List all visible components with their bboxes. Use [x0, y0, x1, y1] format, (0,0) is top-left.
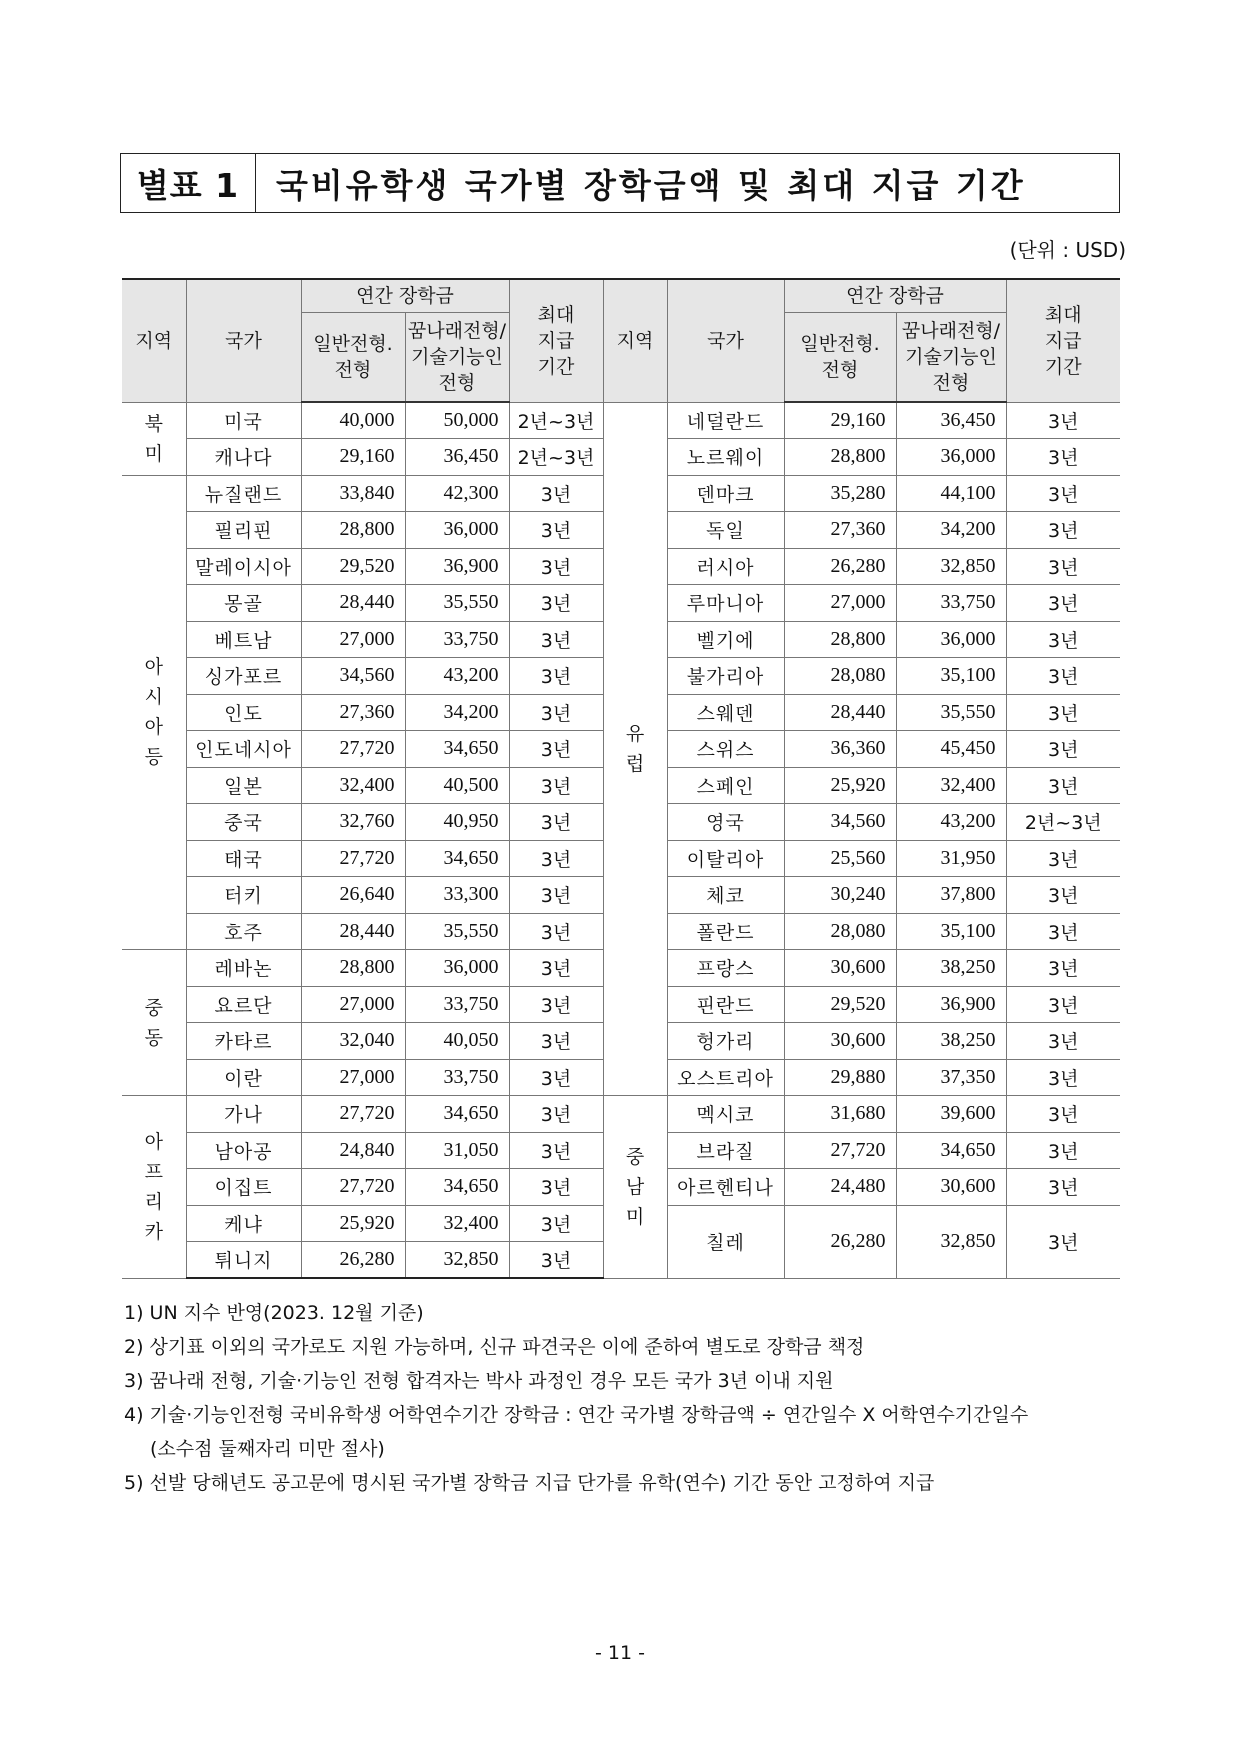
special-amount-cell: 32,400 [405, 1205, 509, 1242]
country-cell: 브라질 [667, 1132, 784, 1169]
country-cell: 가나 [186, 1096, 301, 1133]
region-label: 아프리카 [144, 1130, 163, 1243]
region-cell [122, 1096, 186, 1279]
general-amount-cell: 26,640 [301, 877, 405, 914]
general-amount-cell: 34,560 [784, 804, 896, 841]
period-cell: 3년 [509, 585, 603, 622]
special-amount-cell: 36,000 [405, 950, 509, 987]
special-amount-cell: 33,750 [405, 621, 509, 658]
period-cell: 3년 [1006, 439, 1120, 476]
period-cell: 3년 [1006, 1096, 1120, 1133]
general-amount-cell: 28,440 [301, 585, 405, 622]
general-amount-cell: 27,360 [301, 694, 405, 731]
period-cell: 3년 [1006, 840, 1120, 877]
country-cell: 폴란드 [667, 913, 784, 950]
special-amount-cell: 33,750 [896, 585, 1006, 622]
period-cell: 3년 [1006, 402, 1120, 439]
special-amount-cell: 38,250 [896, 1023, 1006, 1060]
country-cell: 중국 [186, 804, 301, 841]
general-amount-cell: 27,000 [301, 986, 405, 1023]
footnote-5: 5) 선발 당해년도 공고문에 명시된 국가별 장학금 지급 단가를 유학(연수) 기간 동안 고정하여 지급 [124, 1472, 935, 1494]
period-cell: 3년 [509, 840, 603, 877]
special-amount-cell: 34,650 [405, 1096, 509, 1133]
footnote-4-continued: (소수점 둘째자리 미만 절사) [150, 1438, 385, 1460]
general-amount-cell: 27,720 [784, 1132, 896, 1169]
general-amount-cell: 28,800 [301, 950, 405, 987]
general-amount-cell: 35,280 [784, 475, 896, 512]
special-amount-cell: 34,200 [405, 694, 509, 731]
country-cell: 이란 [186, 1059, 301, 1096]
period-cell: 3년 [509, 621, 603, 658]
footnote-2: 2) 상기표 이외의 국가로도 지원 가능하며, 신규 파견국은 이에 준하여 별도로 장학금 책정 [124, 1336, 865, 1358]
country-cell: 튀니지 [186, 1242, 301, 1279]
general-amount-cell: 28,080 [784, 658, 896, 695]
country-cell: 네덜란드 [667, 402, 784, 439]
region-label: 아시아 등 [144, 656, 163, 769]
country-cell: 몽골 [186, 585, 301, 622]
header-region-left: 지역 [122, 279, 186, 402]
period-cell: 3년 [509, 804, 603, 841]
period-cell: 3년 [1006, 767, 1120, 804]
country-cell: 남아공 [186, 1132, 301, 1169]
table-title-box [120, 153, 1120, 213]
special-amount-cell: 35,550 [405, 913, 509, 950]
country-cell: 핀란드 [667, 986, 784, 1023]
country-cell: 노르웨이 [667, 439, 784, 476]
footnote-1: 1) UN 지수 반영(2023. 12월 기준) [124, 1302, 424, 1324]
period-cell: 3년 [1006, 1059, 1120, 1096]
country-cell: 멕시코 [667, 1096, 784, 1133]
country-cell: 터키 [186, 877, 301, 914]
country-cell: 체코 [667, 877, 784, 914]
period-cell: 3년 [509, 1242, 603, 1279]
header-annual-left: 연간 장학금 [301, 279, 509, 313]
special-amount-cell: 44,100 [896, 475, 1006, 512]
region-label: 중남미 [625, 1145, 645, 1228]
special-amount-cell: 37,350 [896, 1059, 1006, 1096]
general-amount-cell: 28,440 [784, 694, 896, 731]
special-amount-cell: 32,850 [405, 1242, 509, 1279]
period-cell: 3년 [1006, 621, 1120, 658]
period-cell: 3년 [509, 475, 603, 512]
special-amount-cell: 31,950 [896, 840, 1006, 877]
general-amount-cell: 34,560 [301, 658, 405, 695]
general-amount-cell: 30,240 [784, 877, 896, 914]
general-amount-cell: 27,720 [301, 1169, 405, 1206]
special-amount-cell: 34,650 [405, 1169, 509, 1206]
footnotes [124, 1296, 1124, 1500]
table-row [122, 402, 1120, 439]
special-amount-cell: 34,650 [405, 731, 509, 768]
special-amount-cell: 34,650 [405, 840, 509, 877]
general-amount-cell: 27,360 [784, 512, 896, 549]
general-amount-cell: 28,800 [784, 621, 896, 658]
special-amount-cell: 35,550 [405, 585, 509, 622]
general-amount-cell: 28,080 [784, 913, 896, 950]
general-amount-cell: 28,440 [301, 913, 405, 950]
period-cell: 3년 [1006, 658, 1120, 695]
region-label: 중동 [144, 996, 163, 1049]
country-cell: 헝가리 [667, 1023, 784, 1060]
special-amount-cell: 36,000 [896, 621, 1006, 658]
general-amount-cell: 36,360 [784, 731, 896, 768]
general-amount-cell: 29,520 [784, 986, 896, 1023]
general-amount-cell: 24,480 [784, 1169, 896, 1206]
general-amount-cell: 33,840 [301, 475, 405, 512]
region-label: 북미 [144, 412, 163, 465]
period-cell: 3년 [509, 1023, 603, 1060]
special-amount-cell: 36,000 [405, 512, 509, 549]
country-cell: 스페인 [667, 767, 784, 804]
special-amount-cell: 32,400 [896, 767, 1006, 804]
country-cell: 인도 [186, 694, 301, 731]
region-cell [122, 402, 186, 475]
period-cell: 2년~3년 [1006, 804, 1120, 841]
period-cell: 3년 [1006, 1205, 1120, 1278]
special-amount-cell: 40,500 [405, 767, 509, 804]
general-amount-cell: 26,280 [784, 1205, 896, 1278]
general-amount-cell: 29,520 [301, 548, 405, 585]
country-cell: 벨기에 [667, 621, 784, 658]
period-cell: 3년 [509, 731, 603, 768]
special-amount-cell: 36,450 [896, 402, 1006, 439]
table-body [122, 402, 1120, 1278]
country-cell: 덴마크 [667, 475, 784, 512]
country-cell: 러시아 [667, 548, 784, 585]
period-cell: 3년 [509, 658, 603, 695]
general-amount-cell: 29,160 [784, 402, 896, 439]
country-cell: 이집트 [186, 1169, 301, 1206]
special-amount-cell: 36,900 [405, 548, 509, 585]
general-amount-cell: 25,560 [784, 840, 896, 877]
period-cell: 3년 [1006, 1023, 1120, 1060]
country-cell: 독일 [667, 512, 784, 549]
period-cell: 3년 [1006, 731, 1120, 768]
period-cell: 3년 [509, 950, 603, 987]
country-cell: 아르헨티나 [667, 1169, 784, 1206]
period-cell: 3년 [509, 913, 603, 950]
period-cell: 3년 [509, 1096, 603, 1133]
country-cell: 스위스 [667, 731, 784, 768]
country-cell: 뉴질랜드 [186, 475, 301, 512]
special-amount-cell: 40,950 [405, 804, 509, 841]
period-cell: 2년~3년 [509, 402, 603, 439]
header-period-left: 최대 지급 기간 [509, 279, 603, 402]
period-cell: 3년 [509, 767, 603, 804]
period-cell: 3년 [1006, 986, 1120, 1023]
page-number: - 11 - [595, 1642, 645, 1664]
period-cell: 3년 [509, 512, 603, 549]
general-amount-cell: 27,000 [784, 585, 896, 622]
special-amount-cell: 42,300 [405, 475, 509, 512]
special-amount-cell: 40,050 [405, 1023, 509, 1060]
special-amount-cell: 50,000 [405, 402, 509, 439]
region-cell [603, 1096, 667, 1279]
period-cell: 2년~3년 [509, 439, 603, 476]
country-cell: 레바논 [186, 950, 301, 987]
country-cell: 요르단 [186, 986, 301, 1023]
header-country-left: 국가 [186, 279, 301, 402]
country-cell: 인도네시아 [186, 731, 301, 768]
period-cell: 3년 [1006, 585, 1120, 622]
period-cell: 3년 [509, 1169, 603, 1206]
period-cell: 3년 [1006, 913, 1120, 950]
period-cell: 3년 [1006, 694, 1120, 731]
header-period-right: 최대 지급 기간 [1006, 279, 1120, 402]
footnote-3: 3) 꿈나래 전형, 기술·기능인 전형 합격자는 박사 과정인 경우 모든 국가 3년 이내 지원 [124, 1370, 834, 1392]
region-label: 유럽 [625, 722, 645, 775]
country-cell: 일본 [186, 767, 301, 804]
country-cell: 칠레 [667, 1205, 784, 1278]
special-amount-cell: 43,200 [896, 804, 1006, 841]
special-amount-cell: 36,450 [405, 439, 509, 476]
special-amount-cell: 34,200 [896, 512, 1006, 549]
special-amount-cell: 37,800 [896, 877, 1006, 914]
period-cell: 3년 [509, 548, 603, 585]
general-amount-cell: 32,400 [301, 767, 405, 804]
special-amount-cell: 35,550 [896, 694, 1006, 731]
period-cell: 3년 [509, 1132, 603, 1169]
general-amount-cell: 27,000 [301, 1059, 405, 1096]
country-cell: 케냐 [186, 1205, 301, 1242]
general-amount-cell: 30,600 [784, 950, 896, 987]
country-cell: 오스트리아 [667, 1059, 784, 1096]
header-general-left: 일반전형. 전형 [301, 313, 405, 403]
general-amount-cell: 24,840 [301, 1132, 405, 1169]
period-cell: 3년 [1006, 1132, 1120, 1169]
footnote-4: 4) 기술·기능인전형 국비유학생 어학연수기간 장학금 : 연간 국가별 장학금액 ÷ 연간일수 X 어학연수기간일수 [124, 1404, 1029, 1426]
country-cell: 스웨덴 [667, 694, 784, 731]
country-cell: 루마니아 [667, 585, 784, 622]
region-cell [122, 475, 186, 950]
general-amount-cell: 31,680 [784, 1096, 896, 1133]
period-cell: 3년 [1006, 548, 1120, 585]
general-amount-cell: 29,880 [784, 1059, 896, 1096]
period-cell: 3년 [509, 1059, 603, 1096]
special-amount-cell: 32,850 [896, 1205, 1006, 1278]
table-row [122, 1096, 1120, 1133]
country-cell: 프랑스 [667, 950, 784, 987]
country-cell: 미국 [186, 402, 301, 439]
special-amount-cell: 43,200 [405, 658, 509, 695]
country-cell: 이탈리아 [667, 840, 784, 877]
period-cell: 3년 [1006, 512, 1120, 549]
general-amount-cell: 26,280 [784, 548, 896, 585]
general-amount-cell: 25,920 [784, 767, 896, 804]
general-amount-cell: 28,800 [784, 439, 896, 476]
general-amount-cell: 27,000 [301, 621, 405, 658]
special-amount-cell: 39,600 [896, 1096, 1006, 1133]
general-amount-cell: 26,280 [301, 1242, 405, 1279]
general-amount-cell: 32,040 [301, 1023, 405, 1060]
period-cell: 3년 [1006, 877, 1120, 914]
special-amount-cell: 33,300 [405, 877, 509, 914]
special-amount-cell: 32,850 [896, 548, 1006, 585]
special-amount-cell: 30,600 [896, 1169, 1006, 1206]
period-cell: 3년 [1006, 1169, 1120, 1206]
appendix-tag: 별표 1 [121, 154, 256, 212]
period-cell: 3년 [509, 986, 603, 1023]
country-cell: 캐나다 [186, 439, 301, 476]
header-annual-right: 연간 장학금 [784, 279, 1006, 313]
special-amount-cell: 36,900 [896, 986, 1006, 1023]
special-amount-cell: 45,450 [896, 731, 1006, 768]
special-amount-cell: 36,000 [896, 439, 1006, 476]
period-cell: 3년 [509, 694, 603, 731]
special-amount-cell: 38,250 [896, 950, 1006, 987]
country-cell: 카타르 [186, 1023, 301, 1060]
country-cell: 싱가포르 [186, 658, 301, 695]
period-cell: 3년 [509, 1205, 603, 1242]
general-amount-cell: 30,600 [784, 1023, 896, 1060]
general-amount-cell: 29,160 [301, 439, 405, 476]
general-amount-cell: 40,000 [301, 402, 405, 439]
country-cell: 불가리아 [667, 658, 784, 695]
country-cell: 말레이시아 [186, 548, 301, 585]
header-region-right: 지역 [603, 279, 667, 402]
country-cell: 태국 [186, 840, 301, 877]
general-amount-cell: 27,720 [301, 840, 405, 877]
special-amount-cell: 35,100 [896, 658, 1006, 695]
special-amount-cell: 35,100 [896, 913, 1006, 950]
region-cell [603, 402, 667, 1096]
period-cell: 3년 [1006, 475, 1120, 512]
page-title: 국비유학생 국가별 장학금액 및 최대 지급 기간 [276, 165, 1026, 205]
special-amount-cell: 33,750 [405, 1059, 509, 1096]
special-amount-cell: 31,050 [405, 1132, 509, 1169]
general-amount-cell: 27,720 [301, 731, 405, 768]
unit-label: (단위 : USD) [1009, 238, 1126, 262]
general-amount-cell: 32,760 [301, 804, 405, 841]
header-general-right: 일반전형. 전형 [784, 313, 896, 403]
special-amount-cell: 34,650 [896, 1132, 1006, 1169]
region-cell [122, 950, 186, 1096]
header-special-left: 꿈나래전형/ 기술기능인 전형 [405, 313, 509, 403]
general-amount-cell: 25,920 [301, 1205, 405, 1242]
special-amount-cell: 33,750 [405, 986, 509, 1023]
country-cell: 호주 [186, 913, 301, 950]
header-special-right: 꿈나래전형/ 기술기능인 전형 [896, 313, 1006, 403]
period-cell: 3년 [509, 877, 603, 914]
country-cell: 영국 [667, 804, 784, 841]
country-cell: 필리핀 [186, 512, 301, 549]
general-amount-cell: 27,720 [301, 1096, 405, 1133]
period-cell: 3년 [1006, 950, 1120, 987]
header-country-right: 국가 [667, 279, 784, 402]
general-amount-cell: 28,800 [301, 512, 405, 549]
country-cell: 베트남 [186, 621, 301, 658]
scholarship-table [122, 278, 1120, 1279]
